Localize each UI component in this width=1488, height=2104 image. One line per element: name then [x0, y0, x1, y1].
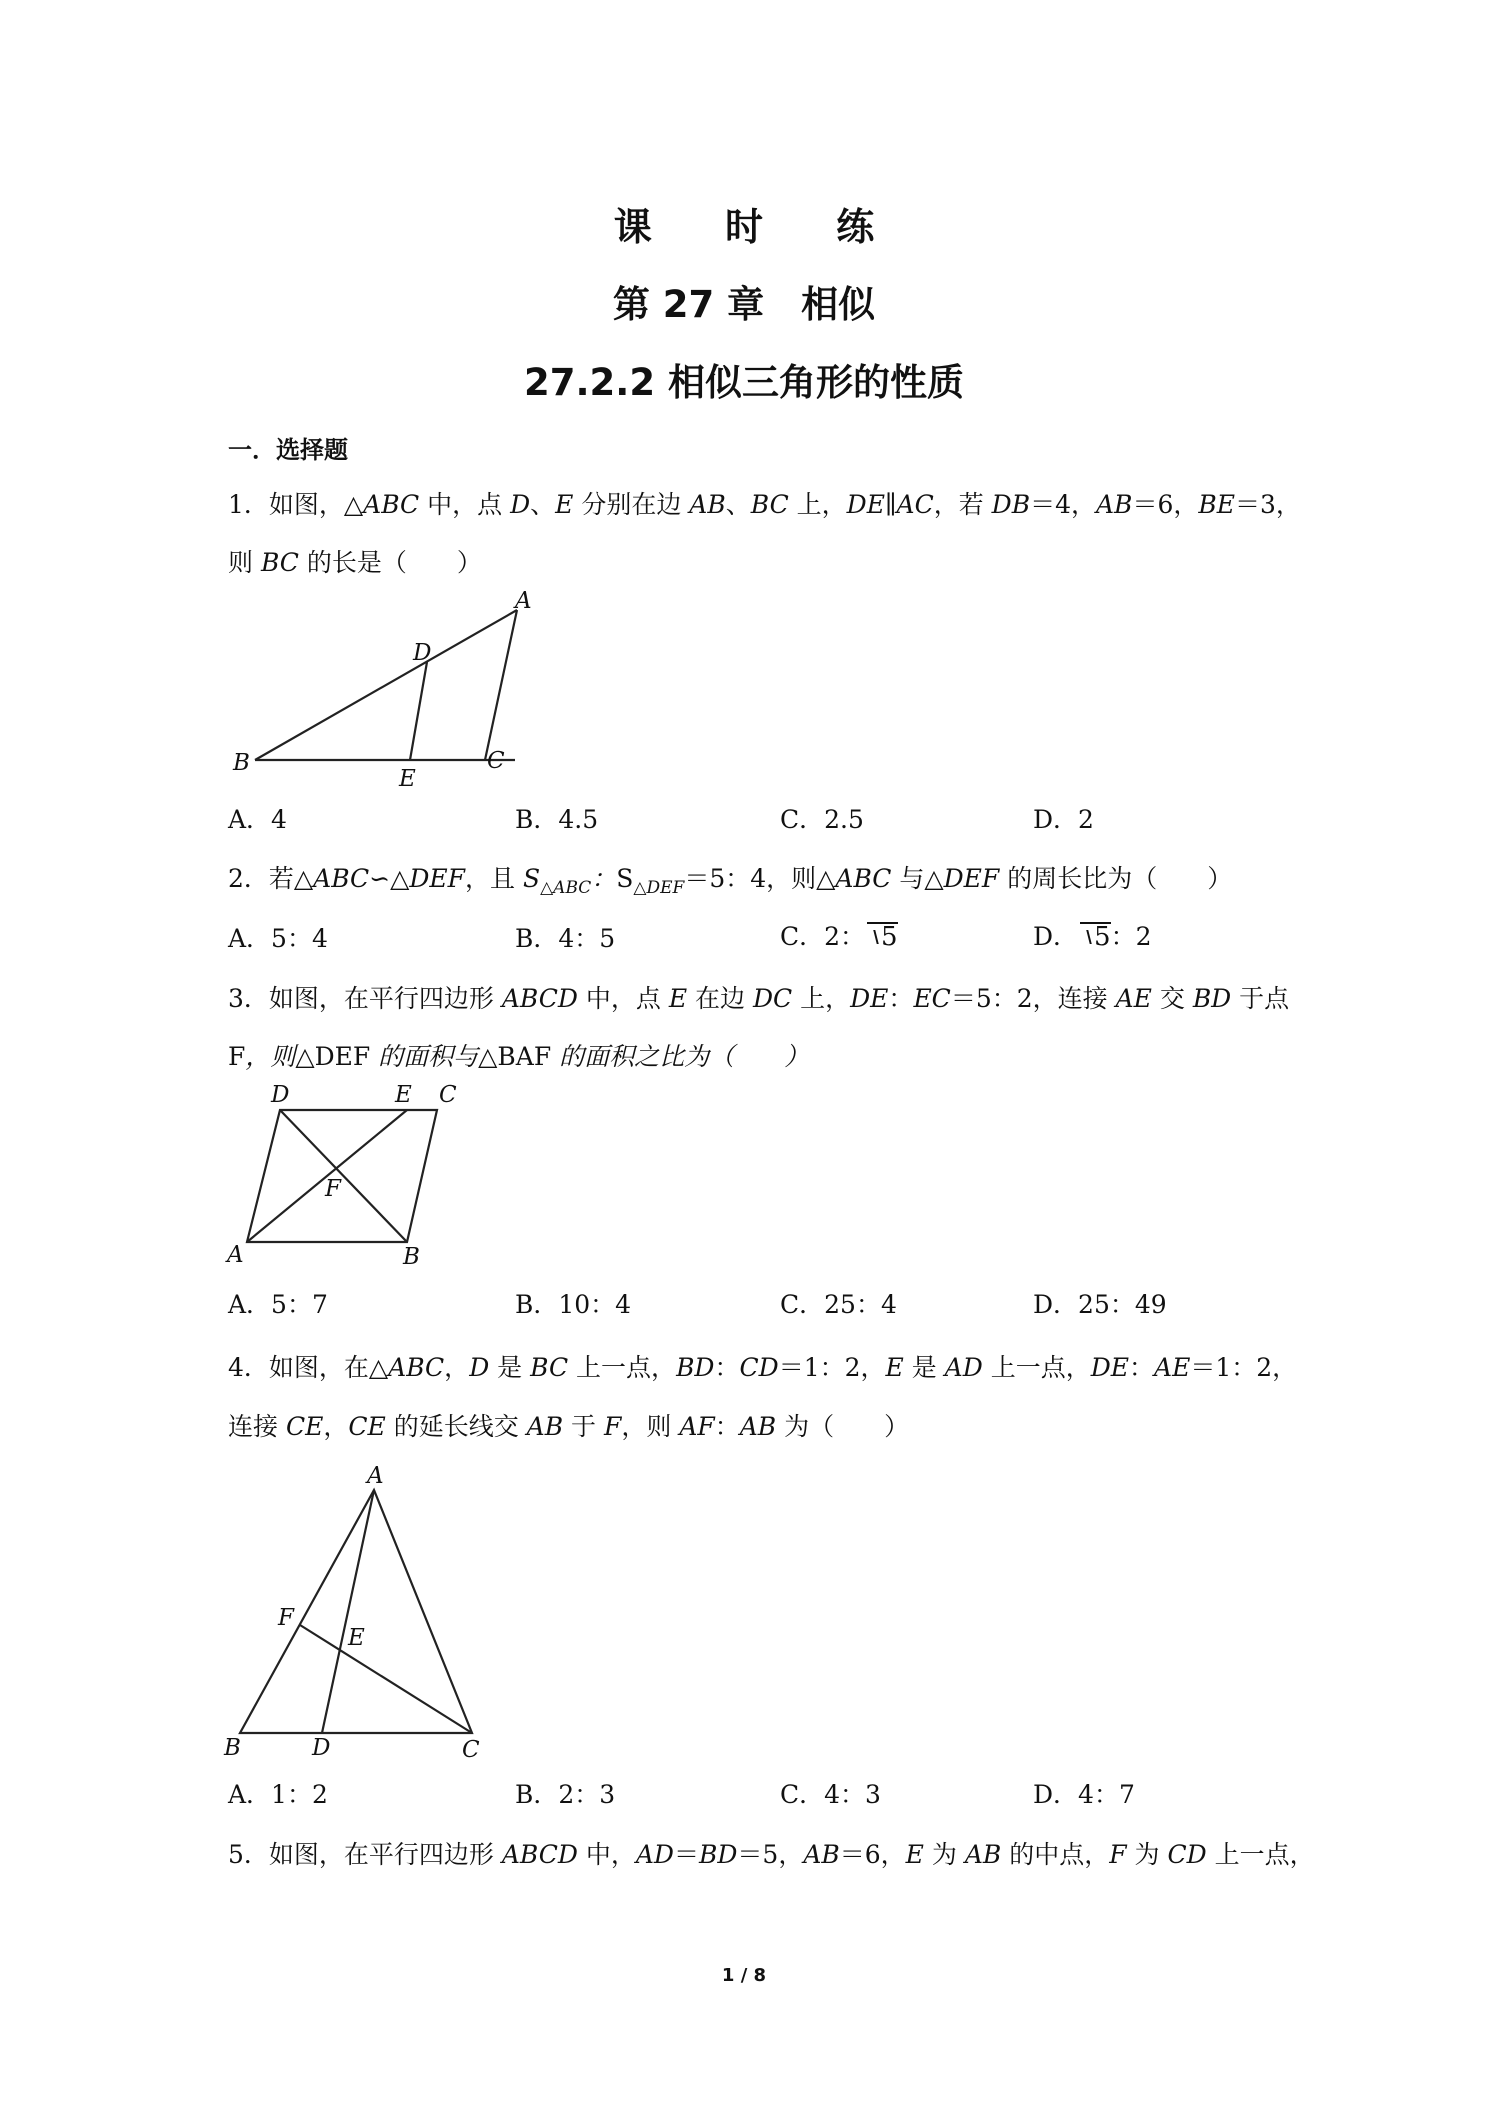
math-variable: ，则△ [245, 1042, 315, 1071]
q2-option-d-label: D． [1033, 922, 1079, 951]
question-text: 分别在边 [573, 490, 690, 519]
q2-line1 [228, 864, 1278, 897]
question-text: ＝5：4，则△ [684, 864, 836, 893]
chapter-title: 第 27 章 相似 [612, 283, 876, 326]
q4-label-a: A [367, 1465, 384, 1489]
question-text: 交 [1151, 984, 1193, 1013]
q4-option-d: D．4：7 [1033, 1780, 1135, 1809]
math-variable: CE [285, 1412, 324, 1441]
math-variable: AB [739, 1412, 777, 1441]
q3-label-b: B [403, 1244, 420, 1270]
math-variable: AC [896, 490, 934, 519]
question-text: 是 [489, 1353, 531, 1382]
q3-option-d: D．25：49 [1033, 1290, 1167, 1319]
question-text: 的中点， [1001, 1840, 1110, 1869]
q1-line2 [228, 548, 1278, 578]
question-text: 则 [228, 548, 261, 577]
q2-option-c-radicand: 5 [881, 922, 898, 952]
q2-option-c-label: C．2： [780, 922, 866, 951]
question-text: 于点 [1231, 984, 1290, 1013]
q2-option-b: B．4：5 [515, 924, 616, 953]
question-text: 为 [923, 1840, 965, 1869]
q1-label-c: C [487, 748, 505, 774]
question-text: DEF [314, 1042, 371, 1071]
question-text: ，则 [621, 1412, 680, 1441]
math-variable: ABC [835, 864, 892, 893]
question-text: ： [714, 1353, 740, 1382]
q1-seg-de [410, 662, 427, 760]
math-variable: AE [1154, 1353, 1191, 1382]
math-variable: DE [846, 490, 885, 519]
math-variable: DEF [943, 864, 1000, 893]
math-variable: S [522, 864, 541, 893]
question-text: ，且 [465, 864, 523, 893]
question-text: 5．如图，在平行四边形 [228, 1840, 502, 1869]
question-text: 上， [792, 984, 851, 1013]
q4-option-c: C．4：3 [780, 1780, 881, 1809]
question-text: ∽△ [369, 864, 410, 893]
question-text: 4．如图，在△ [228, 1353, 389, 1382]
question-text: S [616, 864, 634, 893]
question-text: ： [714, 1412, 740, 1441]
q3-label-f: F [325, 1176, 341, 1202]
math-variable: F [1109, 1840, 1127, 1869]
question-text: ＝5：2，连接 [950, 984, 1116, 1013]
math-variable: CD [739, 1353, 779, 1382]
question-text: ＝5， [737, 1840, 804, 1869]
q3-seg-db [280, 1110, 407, 1242]
math-variable: DEF [409, 864, 465, 893]
q3-label-e: E [395, 1082, 412, 1108]
math-variable: D [469, 1353, 490, 1382]
math-variable: BD [699, 1840, 738, 1869]
math-variable: AD [944, 1353, 983, 1382]
question-text: F [228, 1042, 246, 1071]
math-variable: ABCD [501, 984, 578, 1013]
q3-option-b: B．10：4 [515, 1290, 632, 1319]
question-text: 在边 [687, 984, 753, 1013]
q1-label-b: B [233, 750, 250, 776]
math-variable: AD [635, 1840, 674, 1869]
section-title: 27.2.2 相似三角形的性质 [524, 361, 964, 404]
q3-label-d: D [271, 1082, 290, 1108]
q2-option-d [1033, 922, 1152, 952]
math-variable: BD [1192, 984, 1232, 1013]
q4-label-e: E [348, 1625, 365, 1651]
q4-triangle-abc [240, 1490, 472, 1733]
question-text: 上， [788, 490, 847, 519]
q1-option-b: B．4.5 [515, 805, 599, 834]
q4-seg-ad [322, 1490, 374, 1733]
math-variable: DE [850, 984, 889, 1013]
question-text: 中，点 [419, 490, 511, 519]
math-subscript: △DEF [633, 878, 685, 898]
question-text: ＝4， [1030, 490, 1096, 519]
worksheet-title: 课 时 练 [613, 205, 905, 249]
math-variable: BC [260, 548, 299, 577]
q2-option-d-suffix: ：2 [1110, 922, 1152, 951]
q1-option-c: C．2.5 [780, 805, 864, 834]
q3-line2 [228, 1042, 1278, 1072]
math-variable: BE [1198, 490, 1235, 519]
question-text: ， [444, 1353, 470, 1382]
question-text: 上一点， [982, 1353, 1091, 1382]
question-text: ，若 [933, 490, 992, 519]
math-variable: AB [689, 490, 726, 519]
math-variable: BC [750, 490, 789, 519]
q4-label-b: B [224, 1735, 241, 1761]
q1-label-d: D [413, 640, 432, 666]
math-variable: E [885, 1353, 904, 1382]
question-text: 中， [577, 1840, 636, 1869]
math-variable: CD [1167, 1840, 1207, 1869]
math-variable: ABC [388, 1353, 445, 1382]
sqrt-symbol [1080, 922, 1111, 950]
question-text: ： [1129, 1353, 1155, 1382]
q4-label-c: C [462, 1737, 480, 1763]
math-variable: ABCD [501, 1840, 578, 1869]
part-label: 一．选择题 [228, 436, 348, 464]
math-variable: BD [676, 1353, 715, 1382]
q4-label-d: D [312, 1735, 331, 1761]
q4-option-b: B．2：3 [515, 1780, 616, 1809]
question-text: 于 [563, 1412, 604, 1441]
q4-label-f: F [278, 1605, 294, 1631]
question-text: 1．如图，△ [228, 490, 364, 519]
q1-line1 [228, 490, 1301, 520]
q3-label-a: A [227, 1242, 244, 1268]
q1-seg-ba [255, 610, 517, 760]
math-variable: EC [913, 984, 951, 1013]
q3-option-c: C．25：4 [780, 1290, 897, 1319]
math-variable: E [668, 984, 688, 1013]
question-text: 的周长比为（ ） [999, 864, 1233, 893]
question-text: 中，点 [577, 984, 669, 1013]
math-variable: DE [1090, 1353, 1130, 1382]
question-text: 上一点， [1206, 1840, 1315, 1869]
math-variable: DC [752, 984, 793, 1013]
math-variable: ABC [313, 864, 370, 893]
math-variable: E [555, 490, 574, 519]
question-text: ： [888, 984, 914, 1013]
question-text: ＝ [673, 1840, 699, 1869]
question-text: 的长是（ ） [298, 548, 482, 577]
q3-line1 [228, 984, 1290, 1014]
question-text: 为 [1126, 1840, 1168, 1869]
question-text: ， [323, 1412, 349, 1441]
q4-line1 [228, 1353, 1298, 1383]
math-variable: AB [1096, 490, 1133, 519]
math-variable: AF [679, 1412, 715, 1441]
math-variable: AB [526, 1412, 564, 1441]
question-text: ＝3， [1234, 490, 1301, 519]
q1-label-e: E [399, 766, 416, 790]
q3-label-c: C [439, 1082, 457, 1108]
q5-line1 [228, 1840, 1315, 1870]
question-text: ＝1：2， [778, 1353, 886, 1382]
q2-option-a: A．5：4 [228, 924, 328, 953]
math-variable: AB [803, 1840, 840, 1869]
q2-option-d-radicand: 5 [1094, 922, 1111, 952]
q3-figure [225, 1082, 475, 1272]
question-text: ＝6， [1132, 490, 1199, 519]
question-text: 为（ ） [776, 1412, 910, 1441]
math-variable: E [905, 1840, 924, 1869]
q3-option-a: A．5：7 [228, 1290, 328, 1319]
question-text: 、 [530, 490, 556, 519]
question-text: 、 [725, 490, 751, 519]
question-text: BAF [497, 1042, 552, 1071]
math-variable: DB [991, 490, 1031, 519]
question-text: 3．如图，在平行四边形 [228, 984, 502, 1013]
page-number: 1 / 8 [721, 1965, 767, 1986]
q1-option-d: D．2 [1033, 805, 1094, 834]
math-variable: ： [591, 864, 617, 893]
question-text: 上一点， [568, 1353, 677, 1382]
math-variable: CE [348, 1412, 386, 1441]
math-variable: BC [530, 1353, 569, 1382]
q1-label-a: A [515, 590, 532, 614]
question-text: 连接 [228, 1412, 286, 1441]
question-text: ∥ [884, 490, 897, 519]
math-variable: D [510, 490, 531, 519]
math-variable: ABC [363, 490, 420, 519]
q4-line2 [228, 1412, 1278, 1442]
math-variable: AE [1115, 984, 1152, 1013]
sqrt-symbol [867, 922, 898, 950]
question-text: ＝6， [839, 1840, 906, 1869]
q4-option-a: A．1：2 [228, 1780, 328, 1809]
math-variable: F [604, 1412, 622, 1441]
question-text: 与△ [891, 864, 944, 893]
question-text: 的延长线交 [385, 1412, 527, 1441]
question-text: ＝1：2， [1190, 1353, 1298, 1382]
math-subscript: △ABC [540, 878, 592, 898]
q1-figure [225, 590, 545, 790]
q1-option-a: A．4 [228, 805, 287, 834]
q1-seg-ac [485, 610, 517, 760]
q4-figure [222, 1465, 492, 1765]
q2-option-c [780, 922, 898, 952]
math-variable: 的面积与△ [370, 1042, 498, 1071]
math-variable: 的面积之比为（ ） [551, 1042, 810, 1071]
math-variable: AB [964, 1840, 1002, 1869]
question-text: 是 [903, 1353, 945, 1382]
question-text: 2．若△ [228, 864, 314, 893]
